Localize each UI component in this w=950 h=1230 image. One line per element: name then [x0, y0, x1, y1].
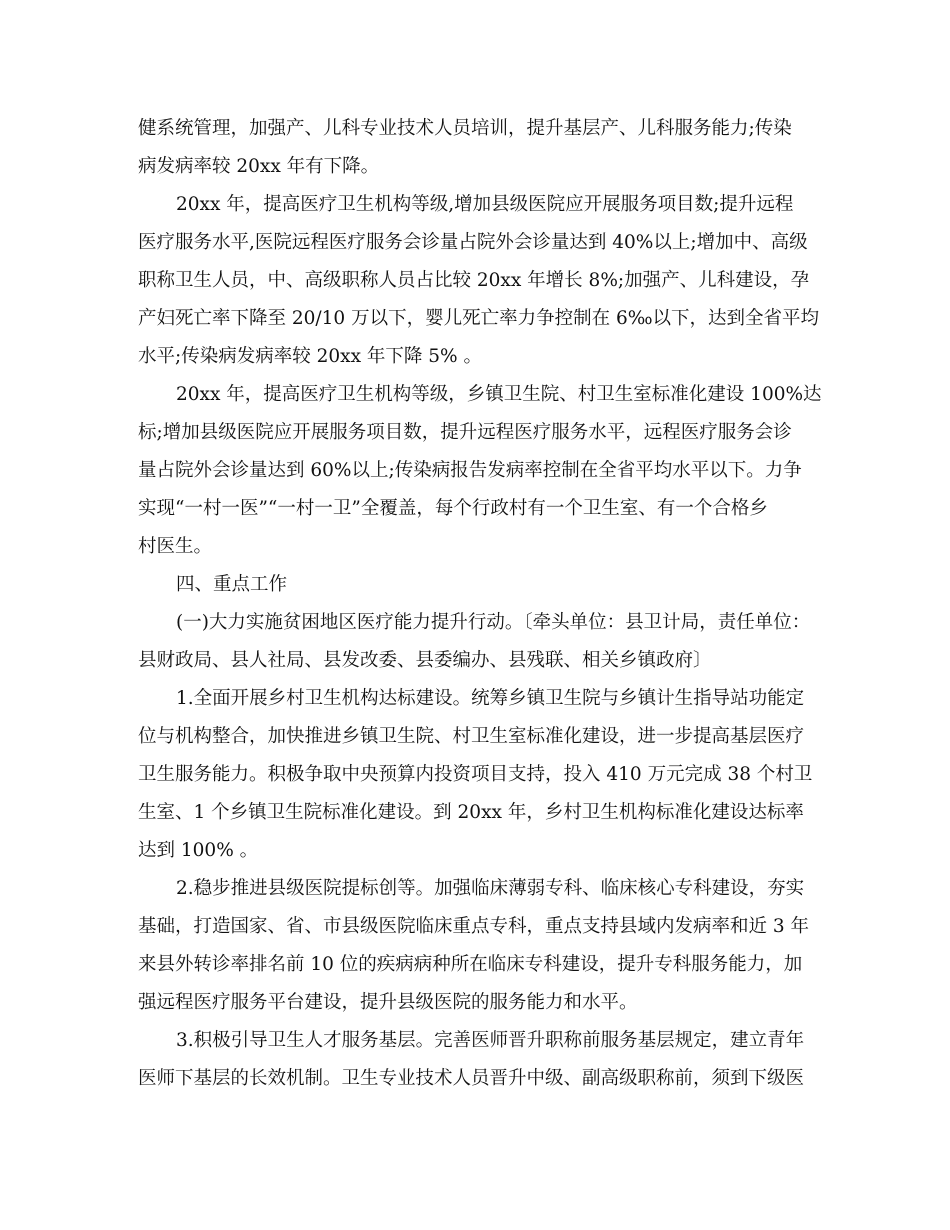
text-line: 强远程医疗服务平台建设，提升县级医院的服务能力和水平。	[138, 992, 638, 1013]
text-line: 县财政局、县人社局、县发改委、县委编办、县残联、相关乡镇政府〕	[138, 650, 712, 671]
text-line: 医疗服务水平,医院远程医疗服务会诊量占院外会诊量达到 40%以上;增加中、高级	[138, 232, 808, 253]
text-line: 标;增加县级医院应开展服务项目数，提升远程医疗服务水平，远程医疗服务会诊	[138, 422, 792, 443]
text-line: 20xx 年，提高医疗卫生机构等级，乡镇卫生院、村卫生室标准化建设 100%达	[176, 384, 822, 405]
text-line: 村医生。	[138, 536, 213, 557]
text-line: 生室、1 个乡镇卫生院标准化建设。到 20xx 年，乡村卫生机构标准化建设达标率	[138, 802, 804, 823]
text-line: 产妇死亡率下降至 20/10 万以下，婴儿死亡率力争控制在 6‰以下，达到全省平均	[138, 308, 820, 329]
text-line: 量占院外会诊量达到 60%以上;传染病报告发病率控制在全省平均水平以下。力争	[138, 460, 802, 481]
text-line: 健系统管理，加强产、儿科专业技术人员培训，提升基层产、儿科服务能力;传染	[138, 118, 792, 139]
text-line: 职称卫生人员，中、高级职称人员占比较 20xx 年增长 8%;加强产、儿科建设，孕	[138, 270, 810, 291]
text-line: 达到 100% 。	[138, 840, 259, 861]
text-line: 2.稳步推进县级医院提标创等。加强临床薄弱专科、临床核心专科建设，夯实	[176, 878, 805, 899]
text-line: 20xx 年，提高医疗卫生机构等级,增加县级医院应开展服务项目数;提升远程	[176, 194, 794, 215]
text-line: 位与机构整合，加快推进乡镇卫生院、村卫生室标准化建设，进一步提高基层医疗	[138, 726, 805, 747]
text-line: 水平;传染病发病率较 20xx 年下降 5% 。	[138, 346, 483, 367]
section-heading: 四、重点工作	[176, 574, 288, 595]
text-line: 来县外转诊率排名前 10 位的疾病病种所在临床专科建设，提升专科服务能力，加	[138, 954, 803, 975]
text-line: 病发病率较 20xx 年有下降。	[138, 156, 380, 177]
text-line: 实现“一村一医”“一村一卫”全覆盖，每个行政村有一个卫生室、有一个合格乡	[138, 498, 768, 519]
text-line: (一)大力实施贫困地区医疗能力提升行动。〔牵头单位：县卫计局，责任单位：	[176, 612, 811, 633]
text-line: 1.全面开展乡村卫生机构达标建设。统筹乡镇卫生院与乡镇计生指导站功能定	[176, 688, 805, 709]
text-line: 基础，打造国家、省、市县级医院临床重点专科，重点支持县域内发病率和近 3 年	[138, 916, 810, 937]
text-line: 3.积极引导卫生人才服务基层。完善医师晋升职称前服务基层规定，建立青年	[176, 1030, 805, 1051]
text-line: 卫生服务能力。积极争取中央预算内投资项目支持，投入 410 万元完成 38 个村卫	[138, 764, 813, 785]
text-line: 医师下基层的长效机制。卫生专业技术人员晋升中级、副高级职称前，须到下级医	[138, 1068, 805, 1089]
